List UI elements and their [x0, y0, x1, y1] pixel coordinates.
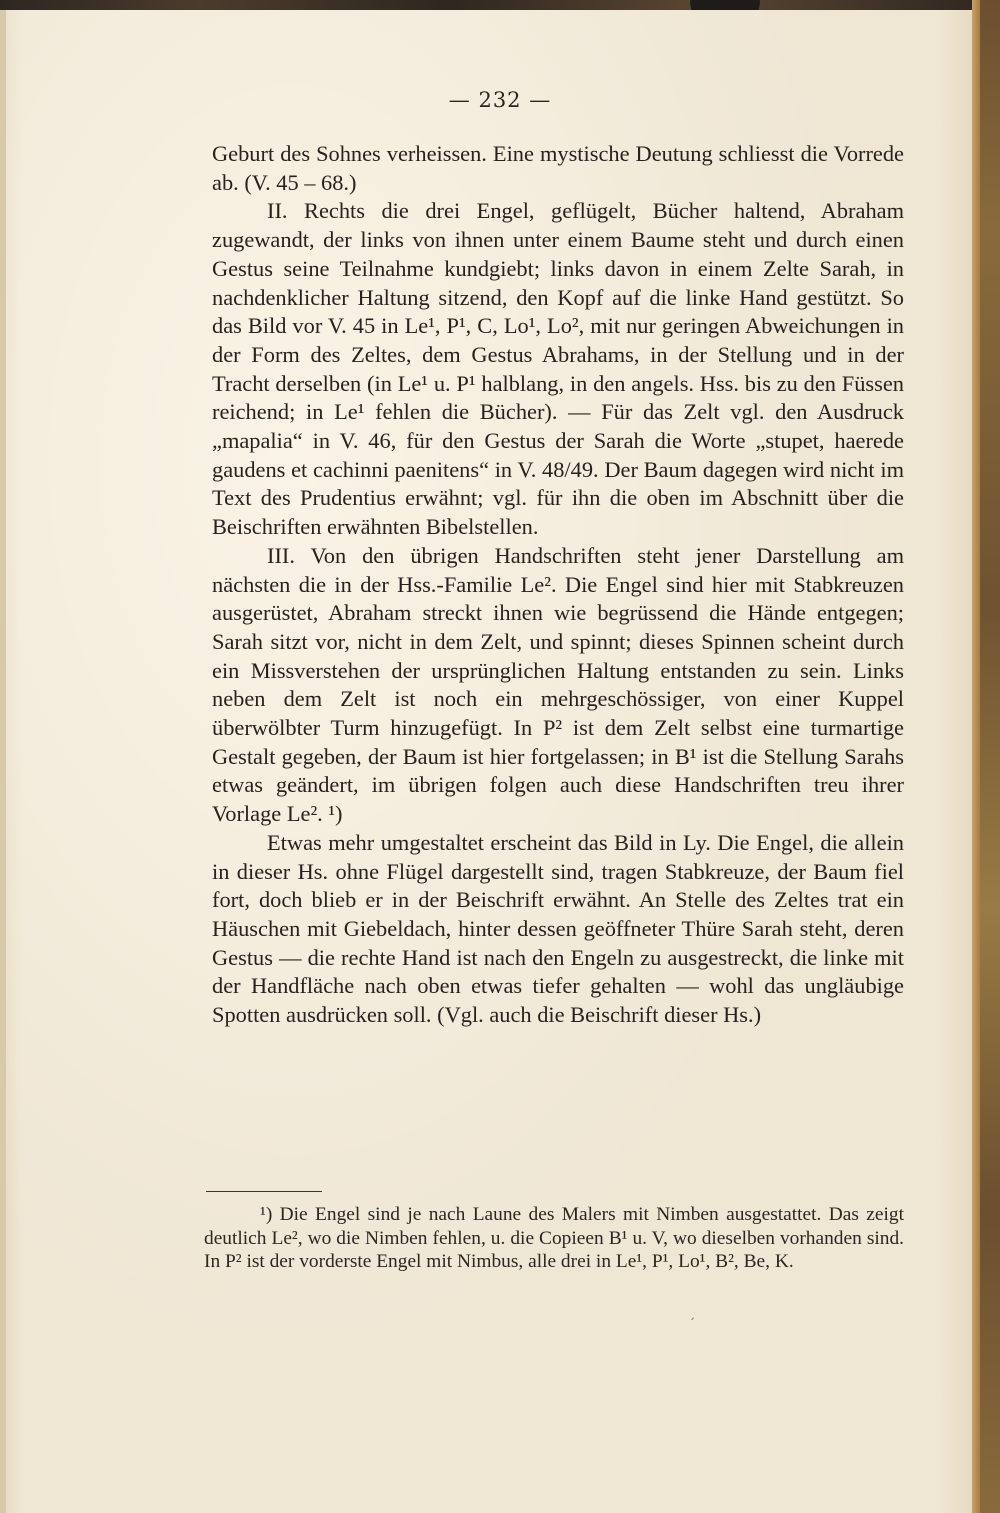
paragraph-2: II. Rechts die drei Engel, geflügelt, Bücher haltend, Abraham zugewandt, der links von ihnen unter einem Baume steht und durch einen Gestus seine Teilnahme kundgiebt; links davon in einem Zelte Sarah, in nachdenklicher Haltung sitzend, den Kopf auf die linke Hand gestützt. So das Bild vor V. 45 in Le¹, P¹, C, Lo¹, Lo², mit nur geringen Abweichungen in der Form des Zeltes, dem Gestus Abrahams, in der Stellung und in der Tracht derselben (in Le¹ u. P¹ halblang, in den angels. Hss. bis zu den Füssen reichend; in Le¹ fehlen die Bücher). — Für das Zelt vgl. den Ausdruck „mapalia“ in V. 46, für den Gestus der Sarah die Worte „stupet, haerede gaudens et cachinni paenitens“ in V. 48/49. Der Baum dagegen wird nicht im Text des Prudentius erwähnt; vgl. für ihn die oben im Abschnitt über die Beischriften erwähnten Bibelstellen. — [212, 198, 904, 540]
paragraph-1: Geburt des Sohnes verheissen. Eine mystische Deutung schliesst die Vorrede ab. (V. 45 – 68.) — [212, 141, 904, 195]
page-left-edge — [0, 10, 6, 1513]
page-stack-edge — [972, 0, 980, 1513]
footnote-rule — [206, 1191, 322, 1192]
page-number: — 232 — — [448, 88, 552, 112]
body-text — [212, 140, 904, 1030]
footnote — [204, 1203, 904, 1274]
paragraph-3: III. Von den übrigen Handschriften steht jener Darstellung am nächsten die in der Hss.-Familie Le². Die Engel sind hier mit Stabkreuzen ausgerüstet, Abraham streckt ihnen wie begrüssend die Hände entgegen; Sarah sitzt vor, nicht in dem Zelt, und spinnt; dieses Spinnen scheint durch ein Missverstehen der ursprünglichen Haltung entstanden zu sein. Links neben dem Zelt ist noch ein mehrgeschössiger, von einer Kuppel überwölbter Turm hinzugefügt. In P² ist dem Zelt selbst eine turmartige Gestalt gegeben, der Baum ist hier fortgelassen; in B¹ ist die Stellung Sarahs etwas geändert, im übrigen folgen auch diese Handschriften treu ihrer Vorlage Le². ¹) — [212, 542, 904, 827]
stray-mark: ˏ — [689, 1306, 695, 1320]
footnote-text: ¹) Die Engel sind je nach Laune des Malers mit Nimben ausgestattet. Das zeigt deutlich Le², wo die Nimben fehlen, u. die Copieen B¹ u. V, wo dieselben vorhanden sind. In P² ist der vorderste Engel mit Nimbus, alle drei in Le¹, P¹, Lo¹, B², Be, K. — [204, 1204, 904, 1273]
paragraph-4: Etwas mehr umgestaltet erscheint das Bild in Ly. Die Engel, die allein in dieser Hs. ohne Flügel dargestellt sind, tragen Stabkreuze, der Baum fiel fort, doch blieb er in der Beischrift erwähnt. An Stelle des Zeltes trat ein Häuschen mit Giebeldach, hinter dessen geöffneter Thüre Sarah steht, deren Gestus — die rechte Hand ist nach den Engeln zu ausgestreckt, die linke mit der Handfläche nach oben etwas tiefer gehalten — wohl das ungläubige Spotten ausdrücken soll. (Vgl. auch die Beischrift dieser Hs.) — [212, 829, 904, 1028]
